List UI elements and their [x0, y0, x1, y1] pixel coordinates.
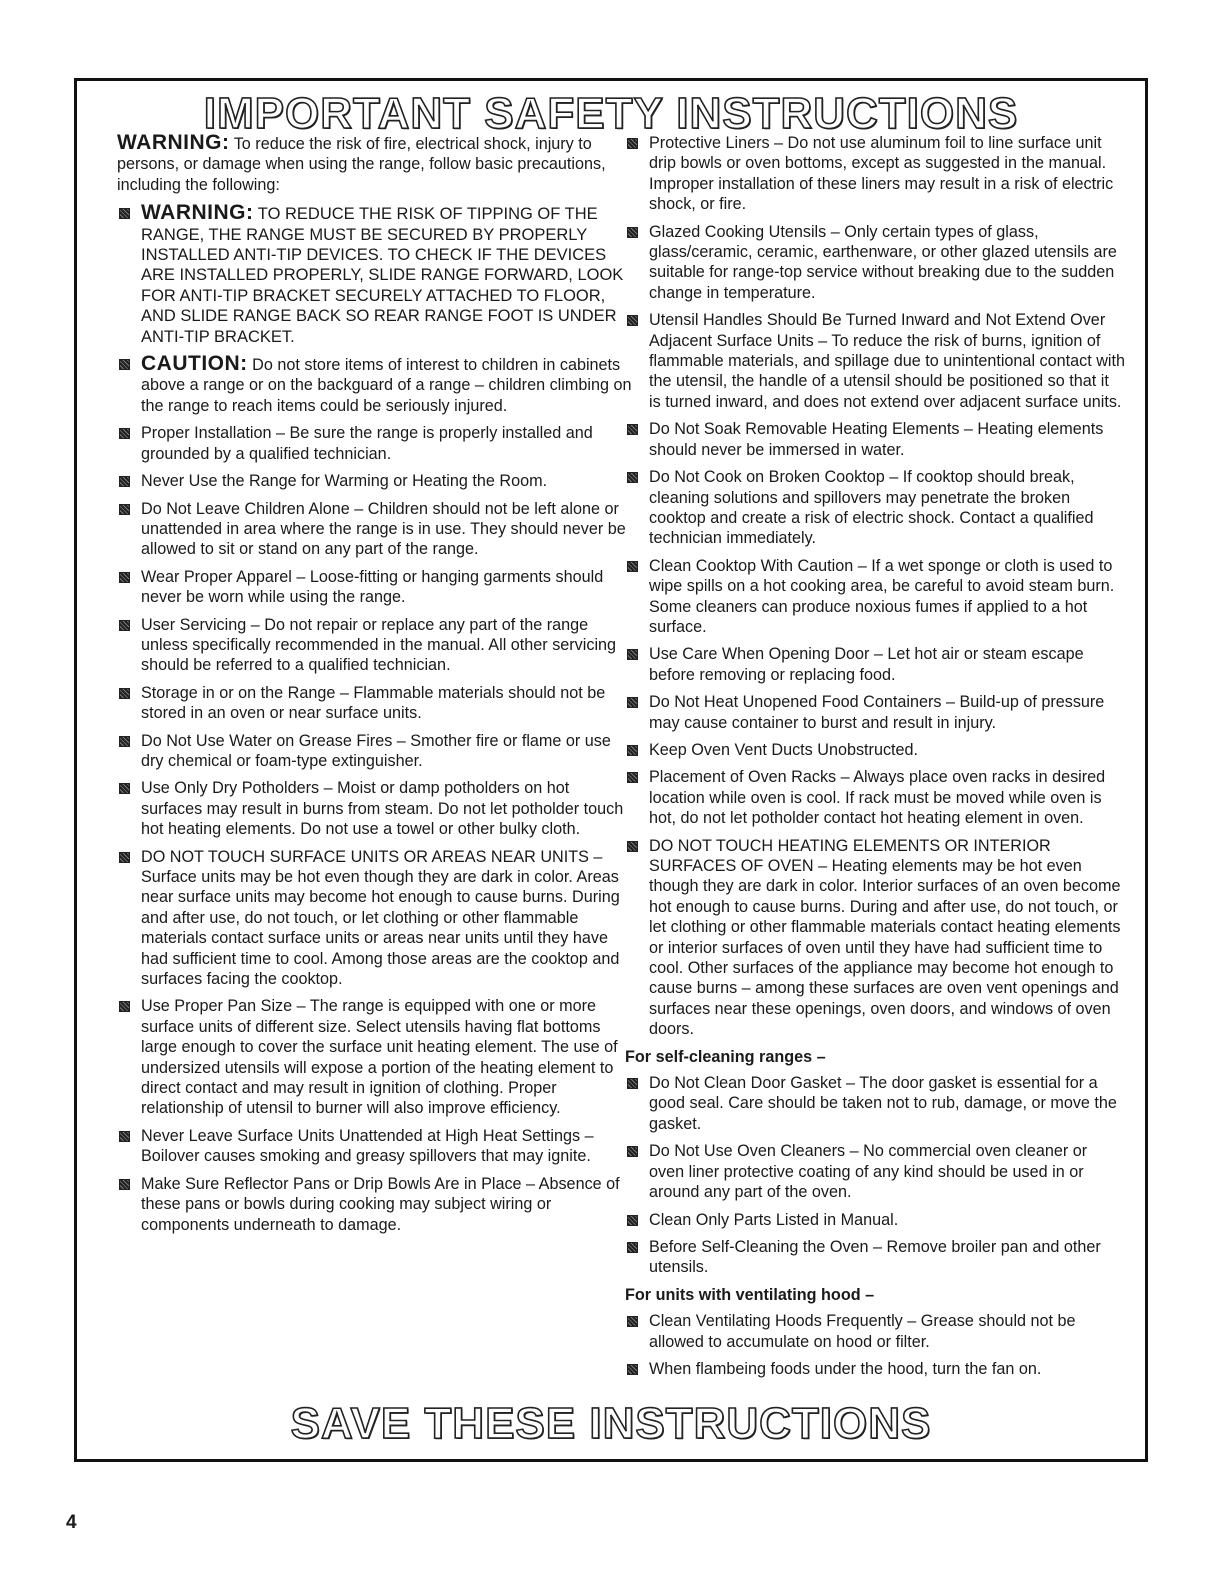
item-text: Use Proper Pan Size – The range is equipped with one or more surface units of different size. Select utensils having flat bottoms large enough to cover the surface unit heating element. The use of undersized utensils will expose a portion of the heating element to direct contact and may result in ignition of clothing. Proper relationship of utensil to burner will also improve efficiency. — [141, 997, 618, 1118]
list-item — [625, 1141, 1125, 1202]
item-text: DO NOT TOUCH HEATING ELEMENTS OR INTERIOR SURFACES OF OVEN – Heating elements may be hot even though they are dark in color. Interior surfaces of an oven become hot enough to cause burns. During and after use, do not touch, or let clothing or other flammable materials contact heating elements or interior surfaces of oven until they have had sufficient time to cool. Other surfaces of the appliance may become hot enough to cause burns – among these surfaces are oven vent openings and surfaces near these openings, oven doors, and windows of oven doors. — [649, 836, 1121, 1039]
bullet-square-icon — [119, 428, 130, 439]
item-text: Wear Proper Apparel – Loose-fitting or hanging garments should never be worn while using the range. — [141, 567, 604, 607]
left-column — [117, 133, 632, 1242]
bullet-square-icon — [627, 561, 638, 572]
item-text: Use Care When Opening Door – Let hot air or steam escape before removing or replacing food. — [649, 645, 1084, 684]
list-item — [117, 423, 632, 464]
list-item — [625, 692, 1125, 733]
bullet-square-icon — [119, 504, 130, 515]
item-text: Proper Installation – Be sure the range is properly installed and grounded by a qualified technician. — [141, 424, 593, 463]
item-text: TO REDUCE THE RISK OF TIPPING OF THE RANGE, THE RANGE MUST BE SECURED BY PROPERLY INSTALLED ANTI-TIP DEVICES. TO CHECK IF THE DEVICES ARE INSTALLED PROPERLY, SLIDE RANGE FORWARD, LOOK FOR ANTI-TIP BRACKET SECURELY ATTACHED TO FLOOR, AND SLIDE RANGE BACK SO REAR RANGE FOOT IS UNDER ANTI-TIP BRACKET. — [141, 205, 624, 346]
list-item — [625, 1210, 1125, 1230]
bullet-square-icon — [119, 476, 130, 487]
item-text: Use Only Dry Potholders – Moist or damp potholders on hot surfaces may result in burns from steam. Do not let potholder touch hot heating elements. Do not use a towel or other bulky cloth. — [141, 779, 624, 839]
bullet-square-icon — [627, 772, 638, 783]
intro-warning — [117, 133, 632, 195]
item-text: Do Not Clean Door Gasket – The door gasket is essential for a good seal. Care should be taken not to rub, damage, or move the gasket. — [649, 1074, 1117, 1133]
bullet-square-icon — [627, 424, 638, 435]
intro-text: To reduce the risk of fire, electrical shock, injury to persons, or damage when using the range, follow basic precautions, including the following: — [117, 135, 606, 194]
list-item — [625, 133, 1125, 215]
list-item — [117, 567, 632, 608]
list-item — [625, 419, 1125, 460]
item-text: Do Not Use Oven Cleaners – No commercial oven cleaner or oven liner protective coating of any kind should be used in or around any part of the oven. — [649, 1142, 1088, 1202]
bullet-square-icon — [119, 1131, 130, 1142]
list-item — [625, 1359, 1125, 1379]
bullet-square-icon — [627, 1364, 638, 1375]
left-bullet-list — [117, 203, 632, 1235]
item-text: Do Not Cook on Broken Cooktop – If cooktop should break, cleaning solutions and spillovers may penetrate the broken cooktop and create a risk of electric shock. Contact a qualified technician immediately. — [649, 468, 1094, 548]
item-text: Before Self-Cleaning the Oven – Remove broiler pan and other utensils. — [649, 1237, 1101, 1277]
item-text: Make Sure Reflector Pans or Drip Bowls Are in Place – Absence of these pans or bowls during cooking may subject wiring or components underneath to damage. — [141, 1174, 620, 1234]
right-bullet-list — [625, 133, 1125, 1040]
self-cleaning-list — [625, 1073, 1125, 1278]
bullet-square-icon — [119, 736, 130, 747]
list-item — [117, 996, 632, 1118]
item-text: Storage in or on the Range – Flammable materials should not be stored in an oven or near surface units. — [141, 683, 606, 723]
item-text: Utensil Handles Should Be Turned Inward and Not Extend Over Adjacent Surface Units – To reduce the risk of burns, ignition of flammable materials, and spillage due to unintentional contact with the utensil, the handle of a utensil should be positioned so that it is turned inward, and does not extend over adjacent surface units. — [649, 311, 1126, 411]
bullet-square-icon — [627, 1146, 638, 1157]
list-item — [625, 310, 1125, 412]
item-text: When flambeing foods under the hood, turn the fan on. — [649, 1359, 1042, 1378]
item-text: Do Not Heat Unopened Food Containers – Build-up of pressure may cause container to burst and result in injury. — [649, 693, 1105, 732]
bullet-square-icon — [119, 1001, 130, 1012]
bullet-square-icon — [627, 1078, 638, 1089]
list-item — [625, 467, 1125, 549]
item-text: Protective Liners – Do not use aluminum foil to line surface unit drip bowls or oven bottoms, except as suggested in the manual. Improper installation of these liners may result in a risk of electric shock, or fire. — [649, 134, 1114, 214]
item-text: DO NOT TOUCH SURFACE UNITS OR AREAS NEAR UNITS – Surface units may be hot even though they are dark in color. Areas near surface units may become hot enough to cause burns. During and after use, do not touch, or let clothing or other flammable materials contact surface units or areas near units until they have had sufficient time to cool. Among those areas are the cooktop and surfaces facing the cooktop. — [141, 847, 620, 989]
list-item — [117, 731, 632, 772]
item-text: Never Leave Surface Units Unattended at High Heat Settings – Boilover causes smoking and greasy spillovers that may ignite. — [141, 1126, 594, 1166]
bullet-square-icon — [119, 572, 130, 583]
bullet-square-icon — [627, 1215, 638, 1226]
list-item — [625, 1237, 1125, 1278]
bullet-square-icon — [627, 841, 638, 852]
right-column — [625, 133, 1125, 1386]
bullet-square-icon — [119, 359, 130, 370]
footer-title: SAVE THESE INSTRUCTIONS — [290, 1399, 932, 1448]
bullet-square-icon — [627, 315, 638, 326]
list-item — [625, 836, 1125, 1040]
list-item — [117, 778, 632, 839]
item-text: Do Not Soak Removable Heating Elements – Heating elements should never be immersed in water. — [649, 420, 1104, 459]
list-item — [117, 683, 632, 724]
item-text: Never Use the Range for Warming or Heating the Room. — [141, 472, 548, 491]
bullet-square-icon — [119, 688, 130, 699]
bullet-square-icon — [627, 138, 638, 149]
list-item — [625, 1311, 1125, 1352]
bullet-square-icon — [119, 852, 130, 863]
item-label: WARNING: — [141, 201, 254, 225]
list-item — [117, 499, 632, 560]
list-item — [625, 740, 1125, 760]
list-item — [117, 1174, 632, 1235]
safety-box — [74, 78, 1148, 1462]
self-cleaning-heading: For self-cleaning ranges – — [625, 1047, 826, 1066]
item-text: Clean Only Parts Listed in Manual. — [649, 1210, 899, 1229]
list-item — [117, 615, 632, 676]
list-item — [625, 767, 1125, 828]
item-text: Placement of Oven Racks – Always place oven racks in desired location while oven is cool. If rack must be moved while oven is hot, do not let potholder contact hot heating element in oven. — [649, 768, 1106, 828]
list-item — [117, 203, 632, 347]
bullet-square-icon — [627, 649, 638, 660]
list-item — [625, 222, 1125, 304]
list-item — [117, 847, 632, 990]
bullet-square-icon — [627, 227, 638, 238]
bullet-square-icon — [627, 697, 638, 708]
item-text: User Servicing – Do not repair or replace any part of the range unless specifically recommended in the manual. All other servicing should be referred to a qualified technician. — [141, 615, 617, 675]
item-text: Clean Ventilating Hoods Frequently – Grease should not be allowed to accumulate on hood or filter. — [649, 1312, 1076, 1351]
list-item — [625, 1073, 1125, 1134]
list-item — [117, 471, 632, 491]
bullet-square-icon — [119, 783, 130, 794]
bullet-square-icon — [627, 472, 638, 483]
item-text: Do Not Leave Children Alone – Children should not be left alone or unattended in area where the range is in use. They should never be allowed to sit or stand on any part of the range. — [141, 499, 626, 559]
bullet-square-icon — [119, 1179, 130, 1190]
item-text: Keep Oven Vent Ducts Unobstructed. — [649, 740, 919, 759]
ventilating-heading: For units with ventilating hood – — [625, 1285, 875, 1304]
item-text: Do Not Use Water on Grease Fires – Smother fire or flame or use dry chemical or foam-type extinguisher. — [141, 731, 611, 770]
item-label: CAUTION: — [141, 352, 248, 376]
list-item — [625, 556, 1125, 638]
bullet-square-icon — [627, 745, 638, 756]
list-item — [625, 644, 1125, 685]
list-item — [117, 1126, 632, 1167]
bullet-square-icon — [119, 620, 130, 631]
warning-label: WARNING: — [117, 131, 230, 154]
bullet-square-icon — [627, 1242, 638, 1253]
page-title: IMPORTANT SAFETY INSTRUCTIONS — [203, 89, 1019, 138]
item-text: Do not store items of interest to children in cabinets above a range or on the backguard of a range – children climbing on the range to reach items could be seriously injured. — [141, 356, 632, 415]
item-text: Clean Cooktop With Caution – If a wet sponge or cloth is used to wipe spills on a hot cooking area, be careful to avoid steam burn. Some cleaners can produce noxious fumes if applied to a hot surface. — [649, 556, 1115, 636]
page-number: 4 — [66, 1512, 77, 1533]
bullet-square-icon — [627, 1316, 638, 1327]
ventilating-list — [625, 1311, 1125, 1379]
item-text: Glazed Cooking Utensils – Only certain types of glass, glass/ceramic, ceramic, earthenware, or other glazed utensils are suitable for range-top service without breaking due to the sudden change in temperature. — [649, 222, 1117, 302]
list-item — [117, 354, 632, 416]
bullet-square-icon — [119, 208, 130, 219]
